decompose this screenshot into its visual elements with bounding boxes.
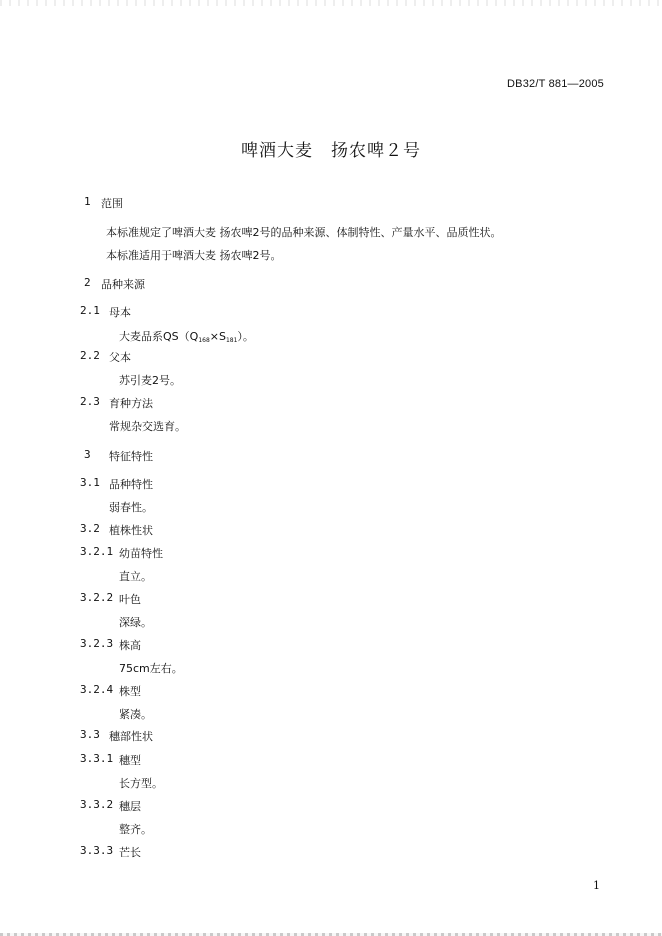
subsection-number: 2.3 bbox=[80, 395, 100, 408]
subsubsection-number: 3.3.3 bbox=[80, 844, 114, 857]
paragraph: 直立。 bbox=[119, 570, 152, 583]
subsection-heading: 穗部性状 bbox=[109, 730, 153, 743]
section-number: 1 bbox=[84, 195, 91, 208]
paragraph: 常规杂交选育。 bbox=[109, 420, 186, 433]
subsection-number: 3.3 bbox=[80, 728, 100, 741]
subsection-heading: 育种方法 bbox=[109, 397, 153, 410]
subsubsection-number: 3.2.2 bbox=[80, 591, 114, 604]
subsubsection-number: 3.2.4 bbox=[80, 683, 114, 696]
subsection-number: 3.2 bbox=[80, 522, 100, 535]
scan-edge-top bbox=[0, 0, 662, 6]
subsubsection-heading: 株高 bbox=[119, 639, 141, 652]
subsection-number: 2.2 bbox=[80, 349, 100, 362]
subsubsection-number: 3.2.3 bbox=[80, 637, 114, 650]
paragraph-mother-line: 大麦品系$QS(Q_{168}\times S_{181})$。 bbox=[119, 330, 254, 344]
section-heading: 范围 bbox=[101, 197, 123, 210]
subsection-number: 3.1 bbox=[80, 476, 100, 489]
paragraph: 整齐。 bbox=[119, 823, 152, 836]
subsubsection-heading: 穗层 bbox=[119, 800, 141, 813]
paragraph: 苏引麦2号。 bbox=[119, 374, 181, 387]
document-title: 啤酒大麦 扬农啤２号 bbox=[241, 141, 421, 161]
subsubsection-number: 3.3.2 bbox=[80, 798, 114, 811]
subsubsection-heading: 穗型 bbox=[119, 754, 141, 767]
subsubsection-heading: 株型 bbox=[119, 685, 141, 698]
paragraph: 本标准适用于啤酒大麦 扬农啤2号。 bbox=[106, 249, 282, 262]
document-code: DB32/T 881—2005 bbox=[507, 78, 604, 90]
subsection-heading: 母本 bbox=[109, 306, 131, 319]
paragraph: 紧凑。 bbox=[119, 708, 152, 721]
paragraph: 本标准规定了啤酒大麦 扬农啤2号的品种来源、体制特性、产量水平、品质性状。 bbox=[106, 226, 502, 239]
section-number: 2 bbox=[84, 276, 91, 289]
subsubsection-heading: 幼苗特性 bbox=[119, 547, 163, 560]
subsubsection-number: 3.2.1 bbox=[80, 545, 114, 558]
subsubsection-heading: 叶色 bbox=[119, 593, 141, 606]
section-number: 3 bbox=[84, 448, 91, 461]
subsection-heading: 父本 bbox=[109, 351, 131, 364]
subsubsection-heading: 芒长 bbox=[119, 846, 141, 859]
paragraph: 长方型。 bbox=[119, 777, 163, 790]
paragraph: 深绿。 bbox=[119, 616, 152, 629]
paragraph: 75cm左右。 bbox=[119, 662, 183, 675]
subsection-heading: 品种特性 bbox=[109, 478, 153, 491]
subsubsection-number: 3.3.1 bbox=[80, 752, 114, 765]
section-heading: 品种来源 bbox=[101, 278, 145, 291]
subsection-number: 2.1 bbox=[80, 304, 100, 317]
section-heading: 特征特性 bbox=[109, 450, 153, 463]
page-number: 1 bbox=[593, 879, 600, 892]
paragraph: 弱春性。 bbox=[109, 501, 153, 514]
subsection-heading: 植株性状 bbox=[109, 524, 153, 537]
